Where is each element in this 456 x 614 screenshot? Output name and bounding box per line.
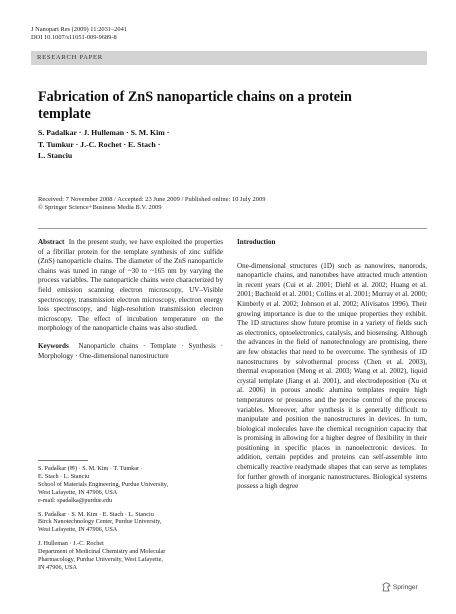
affiliation-line: Birck Nanotechnology Center, Purdue University,	[38, 518, 162, 526]
keywords	[38, 342, 223, 361]
springer-horse-icon	[382, 584, 393, 591]
affiliation-line: Department of Medicinal Chemistry and Molecular	[38, 548, 166, 556]
doi-line: DOI 10.1007/s11051-009-9689-8	[31, 34, 117, 42]
affiliation-line: S. Padalkar · S. M. Kim · E. Stach · L. Stanciu	[38, 510, 154, 518]
publication-dates	[38, 196, 428, 213]
author-line-1: S. Padalkar · J. Hulleman · S. M. Kim ·	[38, 128, 170, 137]
received-accepted-line: Received: 7 November 2008 / Accepted: 23 June 2009 / Published online: 10 July 2009	[38, 196, 266, 203]
abstract-label: Abstract	[38, 238, 65, 246]
affiliation-block-3	[38, 540, 223, 572]
paper-title: Fabrication of ZnS nanoparticle chains on a protein template	[38, 89, 352, 122]
author-line-3: L. Stanciu	[38, 151, 73, 161]
affiliation-divider	[38, 460, 88, 461]
abstract-text: In the present study, we have exploited the properties of a fibrillar protein for the template synthesis of zinc sulfide (ZnS) nanoparticle chains. The diameter of the ZnS nanoparticle chains was tuned in range of ~30 to ~165 nm by varying the process variables. The nanoparticle chains were characterized by field emission scanning electron microscopy, UV–Visible spectroscopy, transmission electron microscopy, electron energy loss spectroscopy, and high-resolution transmission electron microscopy. The effect of incubation temperature on the morphology of the nanoparticle chains was also studied.	[38, 238, 224, 333]
affiliation-line: West Lafayette, IN 47906, USA	[38, 488, 118, 496]
affiliation-line: IN 47906, USA	[38, 563, 78, 571]
affiliation-block-2	[38, 511, 223, 535]
header-divider	[38, 228, 427, 229]
article-type-banner: RESEARCH PAPER	[31, 51, 427, 65]
affiliation-line: School of Materials Engineering, Purdue University,	[38, 480, 169, 488]
author-list	[38, 127, 358, 162]
affiliations	[38, 465, 223, 578]
abstract	[38, 238, 223, 334]
affiliation-block-1	[38, 465, 223, 505]
keywords-label: Keywords	[38, 341, 69, 350]
publisher-name: Springer	[392, 583, 418, 591]
right-column	[237, 238, 427, 492]
journal-citation: J Nanopart Res (2009) 11:2031–2041	[31, 26, 127, 33]
affiliation-line: J. Hulleman · J.-C. Rochet	[38, 540, 104, 548]
introduction-text: One-dimensional structures (1D) such as nanowires, nanorods, nanoparticle chains, and nanotubes have attracted much attention in recent years (Cui et al. 2001; Diehl et al. 2002; Huang et al. 2001; Bachtold et al. 2001; Collins et al. 2001; Murray et al. 2000; Kimberly et al. 2002; Johnson et al. 2002; Alivisatos 1996). Their growing importance is due to the unique properties they exhibit. The 1D structures show future promise in a variety of fields such as electronics, optoelectronics, catalysis, and biosensing. Although the advances in the field of nanotechnology are promising, there are few obstacles that need to be overcome. The synthesis of 1D nanostructures by solvothermal process (Chen et al. 2003), thermal evaporation (Meng et al. 2003; Wang et al. 2002), liquid crystal template (Jiang et al. 2001), and electrodeposition (Xu et al. 2006) in porous anodic alumina templates require high temperatures or pressures and the precise control of the process variables. Moreover, after synthesis it is generally difficult to manipulate and position the nanostructures in devices. In turn, biological molecules have the chemical recognition capacity that is promising in allowing for a higher degree of flexibility in their positioning in specific places in nanoelectronic devices. In addition, certain peptides and proteins can self-assemble into chemically reactive readymade shapes that can serve as templates for further growth of inorganic nanostructures. Biological systems possess a high degree	[237, 261, 427, 491]
affiliation-line: West Lafayette, IN 47906, USA	[38, 526, 118, 534]
affiliation-line: S. Padalkar (✉) · S. M. Kim · T. Tumkar ·	[38, 465, 143, 472]
journal-header	[31, 26, 127, 43]
publisher-logo	[382, 582, 418, 592]
affiliation-line: E. Stach · L. Stanciu	[38, 472, 90, 480]
keywords-text: Nanoparticle chains · Template · Synthesis · Morphology · One-dimensional nanostructure	[38, 341, 224, 360]
copyright-line: © Springer Science+Business Media B.V. 2009	[38, 204, 162, 212]
affiliation-line: Pharmacology, Purdue University, West Lafayette,	[38, 556, 163, 564]
author-line-2: T. Tumkur · J.-C. Rochet · E. Stach ·	[38, 139, 161, 149]
left-column	[38, 238, 223, 361]
introduction-heading: Introduction	[237, 238, 276, 246]
affiliation-email: e-mail: spadalka@purdue.edu	[38, 496, 113, 504]
